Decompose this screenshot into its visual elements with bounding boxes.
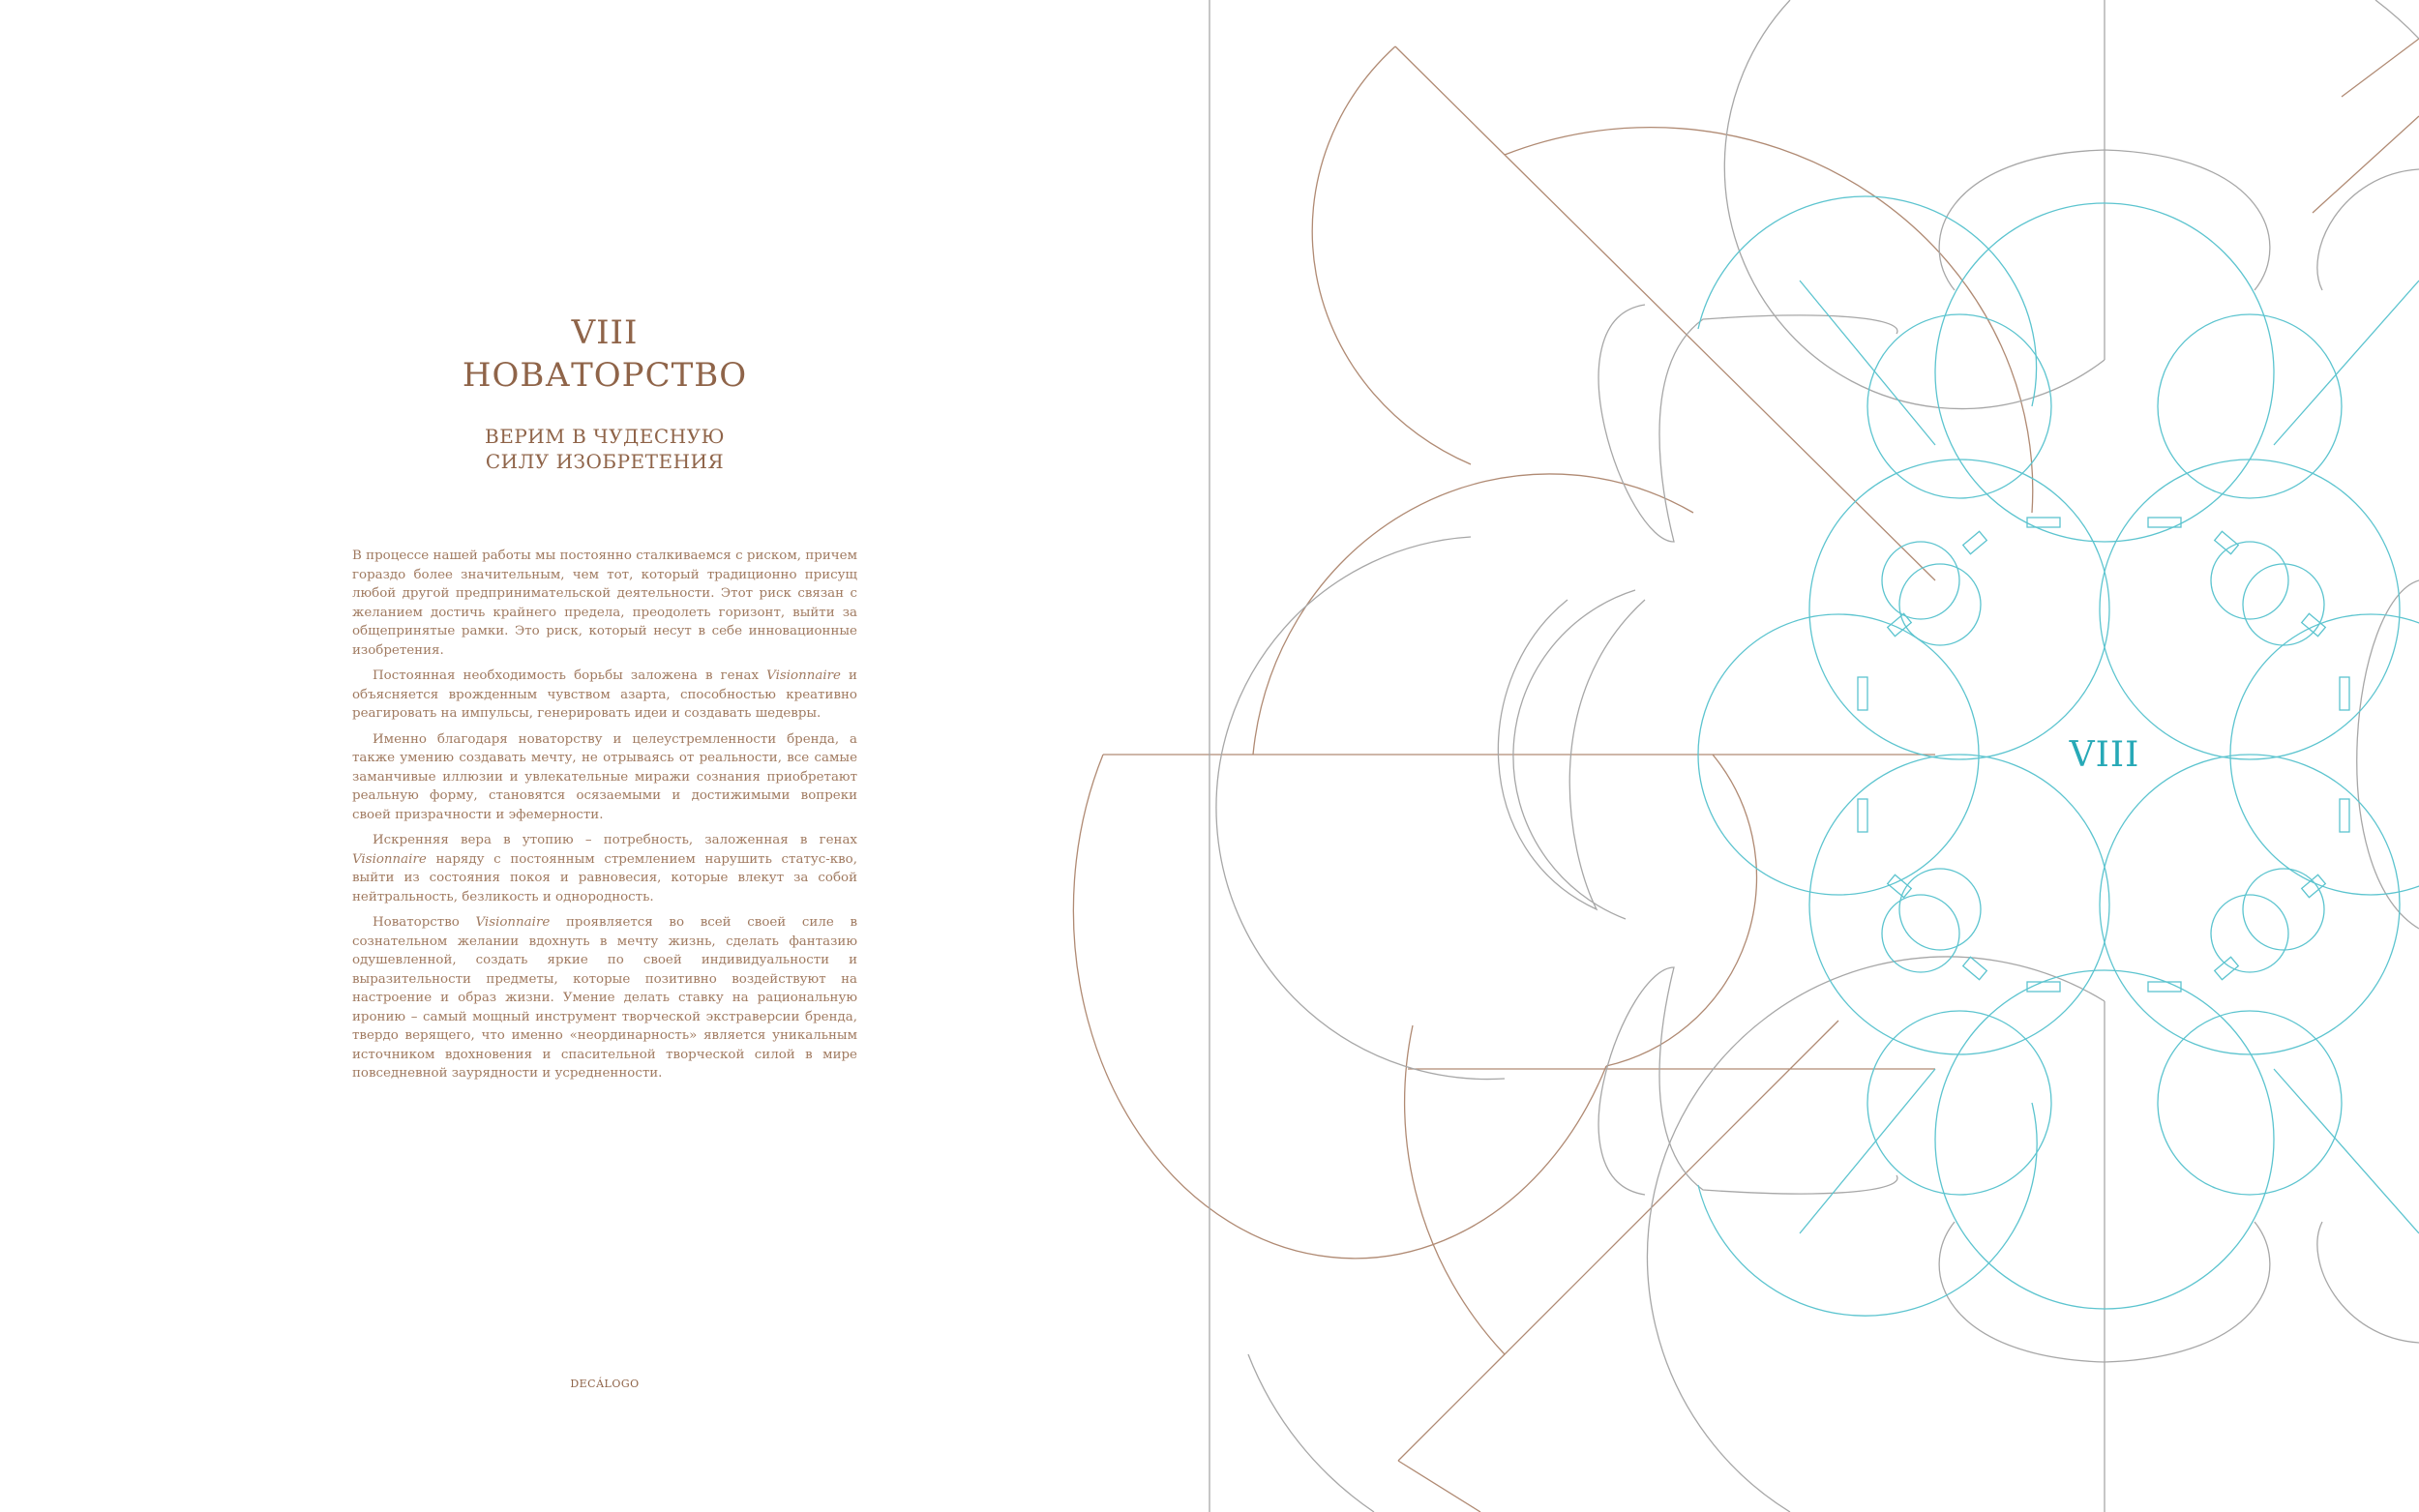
paragraph-text: проявляется во всей своей силе в сознательном желании вдохнуть в мечту жизнь, сделать фантазию одушевленной, создать яркие по своей индивидуальности и выразительности предметы, которые позитивно воздействуют на настроение и образ жизни. Умение делать ставку на рациональную иронию – самый мощный инструмент творческой экстраверсии бренда, твердо верящего, что именно «неординарность» является уникальным источником вдохновения и спасительной творческой силой в мире повседневной заурядности и усредненности. <box>352 915 857 1081</box>
brand-name: Visionnaire <box>766 668 841 683</box>
paragraph-text: В процессе нашей работы мы постоянно сталкиваемся с риском, причем гораздо более значительным, чем тот, который традиционно присущ любой другой предпринимательской деятельности. Этот риск связан с желанием достичь крайнего предела, преодолеть горизонт, выйти за общепринятые рамки. Это риск, который несут в себе инновационные изобретения. <box>352 548 857 658</box>
chapter-title: НОВАТОРСТВО <box>462 356 748 395</box>
folio: DECÁLOGO <box>570 1378 640 1390</box>
brand-name: Visionnaire <box>475 915 551 930</box>
construction-lines-gray <box>1210 0 2419 1512</box>
subtitle-line: СИЛУ ИЗОБРЕТЕНИЯ <box>485 450 725 473</box>
paragraph-text: Именно благодаря новаторству и целеустремленности бренда, а также умению создавать мечту, не отрываясь от реальности, все самые заманчивые иллюзии и увлекательные миражи сознания приобретают реальную форму, становятся осязаемыми и достижимыми вопреки своей призрачности и эфемерности. <box>352 731 857 822</box>
paragraph-text: Постоянная необходимость борьбы заложена в генах <box>373 668 760 683</box>
chapter-numeral: VIII <box>571 313 639 352</box>
paragraph-text: и объясняется врожденным чувством азарта, способностью креативно реагировать на импульсы, генерировать идеи и создавать шедевры. <box>352 668 857 721</box>
construction-lines-brown <box>1073 39 2419 1512</box>
ornament-chapter-numeral: VIII <box>2069 735 2140 775</box>
paragraph-text: Новаторство <box>373 915 460 930</box>
brand-name: Visionnaire <box>352 851 427 867</box>
subtitle-line: ВЕРИМ В ЧУДЕСНУЮ <box>485 425 725 448</box>
paragraph-text: Искренняя вера в утопию – потребность, заложенная в генах <box>373 833 857 847</box>
paragraph-text: наряду с постоянным стремлением нарушить статус-кво, выйти из состояния покоя и равновесия, которые влекут за собой нейтральность, безликость и однородность. <box>352 851 857 904</box>
